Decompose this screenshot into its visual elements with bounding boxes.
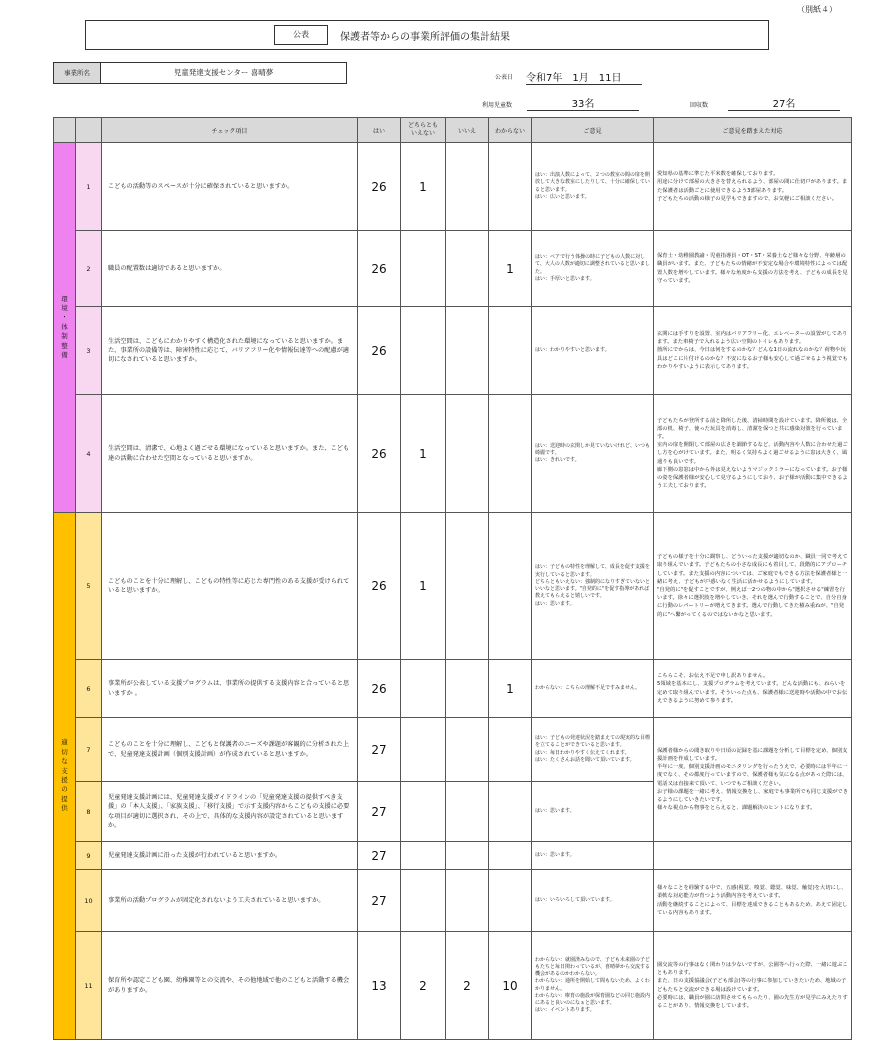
header-response: ご意見を踏まえた対応 bbox=[654, 118, 852, 143]
yes-count: 26 bbox=[358, 307, 401, 395]
header-yes: はい bbox=[358, 118, 401, 143]
response-text: 子どもたちが登所する前と降所した後、清掃時間を設けています。降所後は、全部の机、椅子、使った玩具を消毒し、清潔を保つと共に感染対策を行っています。 室内の扉を開閉して部屋の広さを調節するなど、活動内容や人数に合わせた過ごし方を心がけています。また、明るく気持ちよく過ごせるように窓は大きく、風通りも良いです。 廊下側の窓窓は中から外は見えないようマジックミラーになっています。お子様の姿を保護者様が安心して見守るようにしており、お子様が活動に集中できるよう工夫しております。 bbox=[654, 395, 852, 513]
neither-count bbox=[401, 307, 446, 395]
neither-count bbox=[401, 231, 446, 307]
row-number: 11 bbox=[76, 932, 102, 1040]
table-row bbox=[54, 395, 852, 513]
opinion-text: わからない：就園済みなので、子ども未来園の子どもたちと毎日関わっているが、喜晴夢から交流する機会があるのかわからない。 わからない：通所を開始して間もないため、よくわかりません。 わからない：療育の施設が保育園などの同じ施設内にあると良いのになぁと思います。 はい：イベントあります。 bbox=[532, 932, 654, 1040]
question-text: 児童発達支援計画には、児童発達支援ガイドラインの「児童発達支援の提供すべき支援」の「本人支援」、「家族支援」、「移行支援」で示す支援内容からこどもの支援に必要な項目が適切に選択され、その上で、具体的な支援内容が設定されていると思いますか。 bbox=[102, 782, 358, 842]
yes-count: 26 bbox=[358, 395, 401, 513]
yes-count: 26 bbox=[358, 231, 401, 307]
header-check-item: チェック項目 bbox=[102, 118, 358, 143]
row-number: 5 bbox=[76, 513, 102, 660]
opinion-text: はい：出演人数によって、２つの教室の間の扉を開放して大きな教室にしたりして、十分に確保していると思います。 はい：広いと思います。 bbox=[532, 143, 654, 231]
responses-value: 27名 bbox=[728, 95, 840, 111]
yes-count: 26 bbox=[358, 513, 401, 660]
question-text: こどものことを十分に理解し、こどもの特性等に応じた専門性のある支援が受けられていると思いますか。 bbox=[102, 513, 358, 660]
office-name: 児童発達支援センター 喜晴夢 bbox=[101, 62, 347, 84]
no-count bbox=[446, 143, 489, 231]
table-row bbox=[54, 307, 852, 395]
row-number: 2 bbox=[76, 231, 102, 307]
responses-label: 回収数 bbox=[690, 102, 709, 109]
response-text: こちらこそ、お伝え不足で申し訳ありません。 5領域を基本にし、支援プログラムを考えています。どんな活動にも、ねらいを定めて取り組んでいます。そういった点も、保護者様に送迎時や活動の中でお伝えできるように努めて参ります。 bbox=[654, 660, 852, 718]
no-count bbox=[446, 231, 489, 307]
no-count bbox=[446, 842, 489, 870]
yes-count: 27 bbox=[358, 842, 401, 870]
no-count bbox=[446, 660, 489, 718]
no-count bbox=[446, 718, 489, 782]
question-text: 事業所の活動プログラムが固定化されないよう工夫されていると思いますか。 bbox=[102, 870, 358, 932]
header-neither: どちらとも いえない bbox=[401, 118, 446, 143]
response-text: 愛知県の基準に準じた平米数を確保しております。 用途に分けて部屋の大きさを替えられるよう、部屋の間に仕切戸があります。また保護者は活動ごとに使用できるよう3部屋あります。 子どもたちの活動の様子の見学もできますので、お気軽にご相談ください。 bbox=[654, 143, 852, 231]
users-count-value: 33名 bbox=[527, 95, 639, 111]
unknown-count: 1 bbox=[489, 660, 532, 718]
no-count bbox=[446, 782, 489, 842]
table-header-row bbox=[54, 118, 852, 143]
yes-count: 13 bbox=[358, 932, 401, 1040]
page-title: 保護者等からの事業所評価の集計結果 bbox=[340, 32, 510, 43]
row-number: 7 bbox=[76, 718, 102, 782]
neither-count: 1 bbox=[401, 395, 446, 513]
neither-count: 2 bbox=[401, 932, 446, 1040]
header-no: いいえ bbox=[446, 118, 489, 143]
row-number: 1 bbox=[76, 143, 102, 231]
response-text: 様々なことを経験する中で、五感(視覚、嗅覚、聴覚、味覚、触覚)を大切にし、柔軟な対応能力が育つよう活動内容を考えています。 活動を継続することによって、目標を達成できることもあるため、あえて固定している内容もあります。 bbox=[654, 870, 852, 932]
no-count bbox=[446, 513, 489, 660]
unknown-count bbox=[489, 842, 532, 870]
evaluation-table bbox=[53, 117, 852, 1040]
category-environment bbox=[54, 143, 76, 513]
question-text: こどものことを十分に理解し、こどもと保護者のニーズや課題が客観的に分析された上で、児童発達支援計画（個別支援計画）が作成されていると思いますか。 bbox=[102, 718, 358, 782]
response-text: 子どもの様子を十分に観察し、どういった支援が適切なのか、職員一同で考えて取り組んでいます。子どもたちの小さな成長にも着目して、段階的にアプローチしています。また支援の内容については、ご家庭でもできる方法を保護者様と一緒に考え、子どもが戸惑いなく生活に活かせるようにしています。 "自発的に"を促すことですが、例えば一2つの物の中から"選択させる"練習を行います。徐々に選択肢を増やしていき、それを選んで行動することで、自分自身に行動のレパートリーが増えてきます。選んで行動してきた積み重ねが、"自発的に"へ繋がってくるのではないかなと思います。 bbox=[654, 513, 852, 660]
neither-count bbox=[401, 718, 446, 782]
table-row bbox=[54, 718, 852, 782]
response-text: 保護者様からの聞き取りや日頃の記録を基に課題を分析して目標を定め、個別支援計画を作成しています。 半年に一度、個別支援計画のモニタリングを行ったうえで、必要時には半年に一度でなく、その都度行っていますので、保護者様も気になる点があった際には、電話又は直接来て頂いて、いつでもご相談ください。 お子様の課題を一緒に考え、情報交換をし、家庭でも事業所でも同じ支援ができるようにしていきたいです。 様々な視点から物事をとらえると、課題解決のヒントになります。 bbox=[654, 718, 852, 842]
unknown-count bbox=[489, 395, 532, 513]
neither-count bbox=[401, 782, 446, 842]
publish-badge: 公表 bbox=[274, 25, 328, 45]
users-count-label: 利用児童数 bbox=[482, 102, 513, 109]
opinion-text: はい：いろいろして頂いています。 bbox=[532, 870, 654, 932]
office-name-label: 事業所名 bbox=[53, 62, 101, 84]
neither-count bbox=[401, 870, 446, 932]
table-row bbox=[54, 932, 852, 1040]
category-support-label: 適 切 な 支 援 の 提 供 bbox=[61, 738, 68, 813]
table-row bbox=[54, 231, 852, 307]
neither-count: 1 bbox=[401, 513, 446, 660]
opinion-text: はい：子どもの特性を理解して、成長を促す支援を実行していると思います。 どちらともいえない：強制的になりすぎていないといいなと思います。"自発的に"を促す指導があれば教えてもらえると嬉しいです。 はい：思います。 bbox=[532, 513, 654, 660]
unknown-count bbox=[489, 307, 532, 395]
table-row bbox=[54, 143, 852, 231]
row-number: 4 bbox=[76, 395, 102, 513]
opinion-text: わからない：こちらの理解不足ですみません。 bbox=[532, 660, 654, 718]
no-count: 2 bbox=[446, 932, 489, 1040]
unknown-count bbox=[489, 782, 532, 842]
question-text: 児童発達支援計画に沿った支援が行われていると思いますか。 bbox=[102, 842, 358, 870]
yes-count: 27 bbox=[358, 782, 401, 842]
table-row bbox=[54, 660, 852, 718]
yes-count: 27 bbox=[358, 870, 401, 932]
row-number: 3 bbox=[76, 307, 102, 395]
opinion-text: はい：子どもの発達状況を踏まえての現実的な目標を立てることができていると思います。 はい：毎日わかりやすく伝えてくれます。 はい：たくさんお話を聞いて頂いています。 bbox=[532, 718, 654, 782]
response-text: 玄関には手すりを設置、室内はバリアフリー化、エレベーターの設置がしてあります。また車椅子で入れるよう広い空間のトイレもあります。 箇所にでからは、今日は何をするのかな？どんな1日の流れなのかな？荷物や玩具はどこに片付けるのかな？不安になるお子様も安心して過ごせるよう視覚でもわかりやすいように表示してあります。 bbox=[654, 307, 852, 395]
question-text: 保育所や認定こども園、幼稚園等との交流や、その他地域で他のこどもと活動する機会がありますか。 bbox=[102, 932, 358, 1040]
question-text: 事業所が公表している支援プログラムは、事業所の提供する支援内容と合っていると思いますか 。 bbox=[102, 660, 358, 718]
neither-count bbox=[401, 842, 446, 870]
neither-count bbox=[401, 660, 446, 718]
title-box bbox=[85, 20, 769, 50]
header-opinion: ご意見 bbox=[532, 118, 654, 143]
unknown-count bbox=[489, 718, 532, 782]
row-number: 8 bbox=[76, 782, 102, 842]
response-text: 園交流等の行事はなく関わりは少ないですが、公園等へ行った際、一緒に遊ぶこともあります。 また、日の支援協議会(子ども部会)等の行事に参加していきたいため、地域の子どもたちと交流ができる場は設けています。 必要時には、職員が園に訪問させてもらったり、園の先生方が見学にみえたりすることがあり、情報交換をしています。 bbox=[654, 932, 852, 1040]
question-text: こどもの活動等のスペースが十分に確保されていると思いますか。 bbox=[102, 143, 358, 231]
row-number: 9 bbox=[76, 842, 102, 870]
table-row bbox=[54, 870, 852, 932]
unknown-count bbox=[489, 143, 532, 231]
table-row bbox=[54, 842, 852, 870]
unknown-count bbox=[489, 870, 532, 932]
opinion-text: はい：わかりやすいと思います。 bbox=[532, 307, 654, 395]
neither-count: 1 bbox=[401, 143, 446, 231]
header-blank-cat bbox=[54, 118, 76, 143]
publish-date-value: 令和7年 1月 11日 bbox=[526, 69, 642, 85]
category-environment-label: 環 境 ・ 体 制 整 備 bbox=[61, 294, 68, 360]
yes-count: 26 bbox=[358, 143, 401, 231]
header-blank-num bbox=[76, 118, 102, 143]
no-count bbox=[446, 870, 489, 932]
opinion-text: はい：思います。 bbox=[532, 782, 654, 842]
header-unknown: わからない bbox=[489, 118, 532, 143]
row-number: 10 bbox=[76, 870, 102, 932]
yes-count: 27 bbox=[358, 718, 401, 782]
opinion-text: はい：送迎時の玄関しか見ていないけれど、いつも綺麗です。 はい：きれいです。 bbox=[532, 395, 654, 513]
no-count bbox=[446, 307, 489, 395]
category-support bbox=[54, 513, 76, 1040]
response-text: 保育士・幼稚園教諭・児童指導員・OT・ST・栄養士など様々な分野、年齢層の職員がいます。また、子どもたちの情緒が不安定な場合や環境特性によっては配置人数を増やしています。様々な角度から支援の方法を考え、子どもの成長を見守っています。 bbox=[654, 231, 852, 307]
unknown-count bbox=[489, 513, 532, 660]
no-count bbox=[446, 395, 489, 513]
yes-count: 26 bbox=[358, 660, 401, 718]
question-text: 職員の配置数は適切であると思いますか。 bbox=[102, 231, 358, 307]
row-number: 6 bbox=[76, 660, 102, 718]
response-text bbox=[654, 842, 852, 870]
unknown-count: 10 bbox=[489, 932, 532, 1040]
unknown-count: 1 bbox=[489, 231, 532, 307]
publish-date-label: 公表日 bbox=[495, 74, 514, 81]
appendix-label: （別紙４） bbox=[797, 5, 837, 14]
question-text: 生活空間は、清潔で、心地よく過ごせる環境になっていると思いますか。また、こども達の活動に合わせた空間となっていると思いますか。 bbox=[102, 395, 358, 513]
table-row bbox=[54, 513, 852, 660]
opinion-text: はい：思います。 bbox=[532, 842, 654, 870]
opinion-text: はい：ペアで行う体操の時に子どもの人数に対して、大人の人数が適切に調整されていると思いました。 はい：手厚いと思います。 bbox=[532, 231, 654, 307]
question-text: 生活空間は、こどもにわかりやすく構造化された環境になっていると思いますか。また、事業所の設備等は、障害特性に応じて、バリアフリー化や情報伝達等への配慮が適切になされていると思いますか。 bbox=[102, 307, 358, 395]
